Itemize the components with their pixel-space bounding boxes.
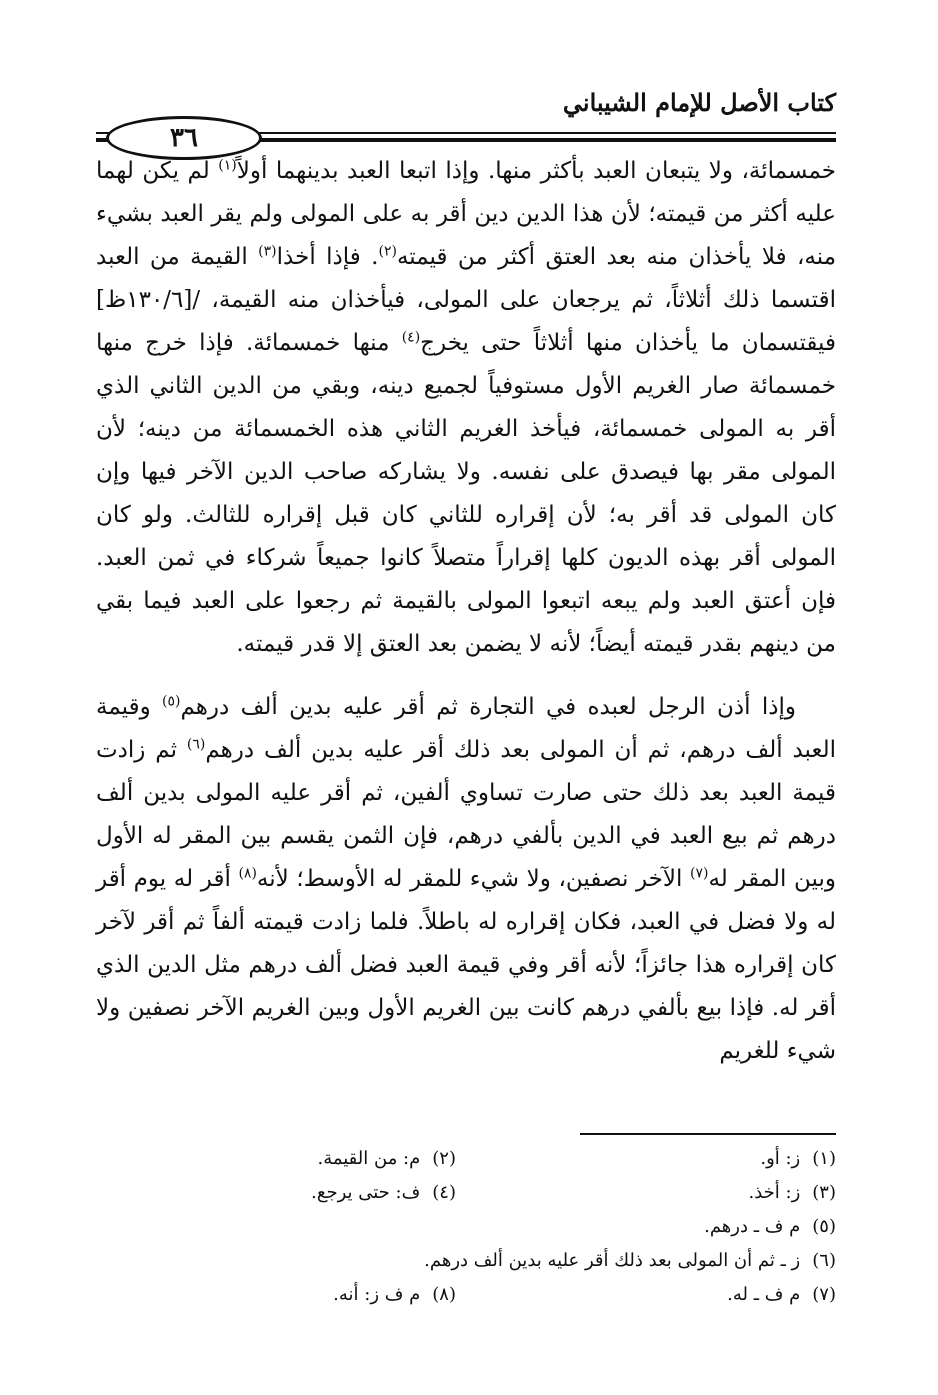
text-run: ثم زادت قيمة العبد بعد ذلك حتى صارت تساوي ألفين، ثم أقر عليه المولى بدين ألف درهم ثم بيع العبد في الدين بألفي درهم، فإن الثمن يقسم بين المقر له الأول وبين المقر له [96, 737, 836, 892]
text-run: لم يكن لهما عليه أكثر من قيمته؛ لأن هذا الدين دين أقر به على المولى ولم يقر العبد بشيء منه، فلا يأخذان منه بعد العتق أكثر من قيمته [96, 158, 837, 270]
footnote-4 [311, 1182, 456, 1203]
footnote-text: ز: أو. [760, 1148, 801, 1169]
text-run: خمسمائة، ولا يتبعان العبد بأكثر منها. وإذا اتبعا العبد بدينهما أولاً [236, 158, 836, 184]
footnote-8 [333, 1284, 456, 1305]
text-run: وقيمة العبد ألف درهم، ثم أن المولى بعد ذلك أقر عليه بدين ألف درهم [96, 694, 836, 763]
footnote-row [96, 1216, 836, 1250]
footnote-ref: (٦) [186, 736, 206, 753]
footnote-ref: (٨) [238, 865, 257, 882]
text-run: . فإذا أخذا [276, 244, 379, 270]
footnote-number: (٤) [432, 1182, 456, 1203]
footnote-text: م ف ز: أنه. [333, 1284, 421, 1305]
paragraph-2 [96, 686, 836, 1073]
text-run: الآخر نصفين، ولا شيء للمقر له الأوسط؛ لأنه [256, 866, 690, 892]
footnote-ref: (٢) [378, 243, 397, 260]
text-run: القيمة من العبد اقتسما ذلك أثلاثاً، ثم يرجعان على المولى، فيأخذان منه القيمة، /[١٣٠/٦ظ] فيقتسمان ما يأخذان منها أثلاثاً حتى يخرج [96, 244, 836, 356]
footnote-2 [317, 1148, 456, 1169]
footnotes [96, 1148, 836, 1318]
footnote-ref: (٤) [401, 329, 421, 346]
footnote-number: (٣) [812, 1182, 836, 1203]
text-run: منها خمسمائة. فإذا خرج منها خمسمائة صار الغريم الأول مستوفياً لجميع دينه، وبقي من الدين الثاني الذي أقر به المولى خمسمائة، فيأخذ الغريم الثاني هذه الخمسمائة من دينه؛ لأن المولى مقر بها فيصدق على نفسه. ولا يشاركه صاحب الدين الآخر فيها وإن كان المولى قد أقر به؛ لأن إقراره للثاني كان قبل إقراره للثالث. ولو كان المولى أقر بهذه الديون كلها إقراراً متصلاً كانوا جميعاً شركاء في ثمن العبد. فإن أعتق العبد ولم يبعه اتبعوا المولى بالقيمة ثم رجعوا على العبد فيما بقي من دينهم بقدر قيمته أيضاً؛ لأنه لا يضمن بعد العتق إلا قدر قيمته. [96, 330, 836, 657]
footnote-3 [748, 1182, 836, 1203]
footnote-1 [760, 1148, 836, 1169]
text-run: أقر له يوم أقر له ولا فضل في العبد، فكان إقراره له باطلاً. فلما زادت قيمته ألفاً ثم أقر لآخر كان إقراره هذا جائزاً؛ لأنه أقر وفي قيمة العبد فضل ألف درهم مثل الدين الذي أقر له. فإذا بيع بألفي درهم كانت بين الغريم الأول وبين الغريم الآخر نصفين ولا شيء للغريم [96, 866, 836, 1064]
footnote-7 [727, 1284, 836, 1305]
footnote-row [96, 1148, 836, 1182]
footnote-row [96, 1182, 836, 1216]
footnote-ref: (١) [218, 157, 237, 174]
footnote-text: ز ـ ثم أن المولى بعد ذلك أقر عليه بدين ألف درهم. [424, 1250, 801, 1271]
footnote-text: ف: حتى يرجع. [311, 1182, 421, 1203]
footnote-text: م ف ـ درهم. [704, 1216, 801, 1237]
running-title: كتاب الأصل للإمام الشيباني [562, 88, 836, 117]
footnote-row [96, 1250, 836, 1284]
footnote-text: م: من القيمة. [317, 1148, 421, 1169]
footnote-number: (٦) [812, 1250, 836, 1271]
footnote-text: م ف ـ له. [727, 1284, 801, 1305]
footnote-number: (١) [812, 1148, 836, 1169]
paragraph-1 [96, 150, 836, 666]
footnote-text: ز: أخذ. [748, 1182, 801, 1203]
page-header [96, 82, 836, 153]
footnote-number: (٨) [432, 1284, 456, 1305]
footnote-row [96, 1284, 836, 1318]
footnote-ref: (٧) [690, 865, 709, 882]
page-number: ٣٦ [170, 123, 198, 153]
footnote-separator [580, 1133, 836, 1135]
text-run: وإذا أذن الرجل لعبده في التجارة ثم أقر عليه بدين ألف درهم [180, 694, 797, 720]
main-text [96, 150, 836, 1073]
footnote-number: (٢) [432, 1148, 456, 1169]
footnote-5 [704, 1216, 836, 1237]
footnote-ref: (٣) [258, 243, 277, 260]
footnote-number: (٥) [812, 1216, 836, 1237]
footnote-6 [424, 1250, 836, 1271]
footnote-ref: (٥) [162, 693, 181, 710]
footnote-number: (٧) [812, 1284, 836, 1305]
